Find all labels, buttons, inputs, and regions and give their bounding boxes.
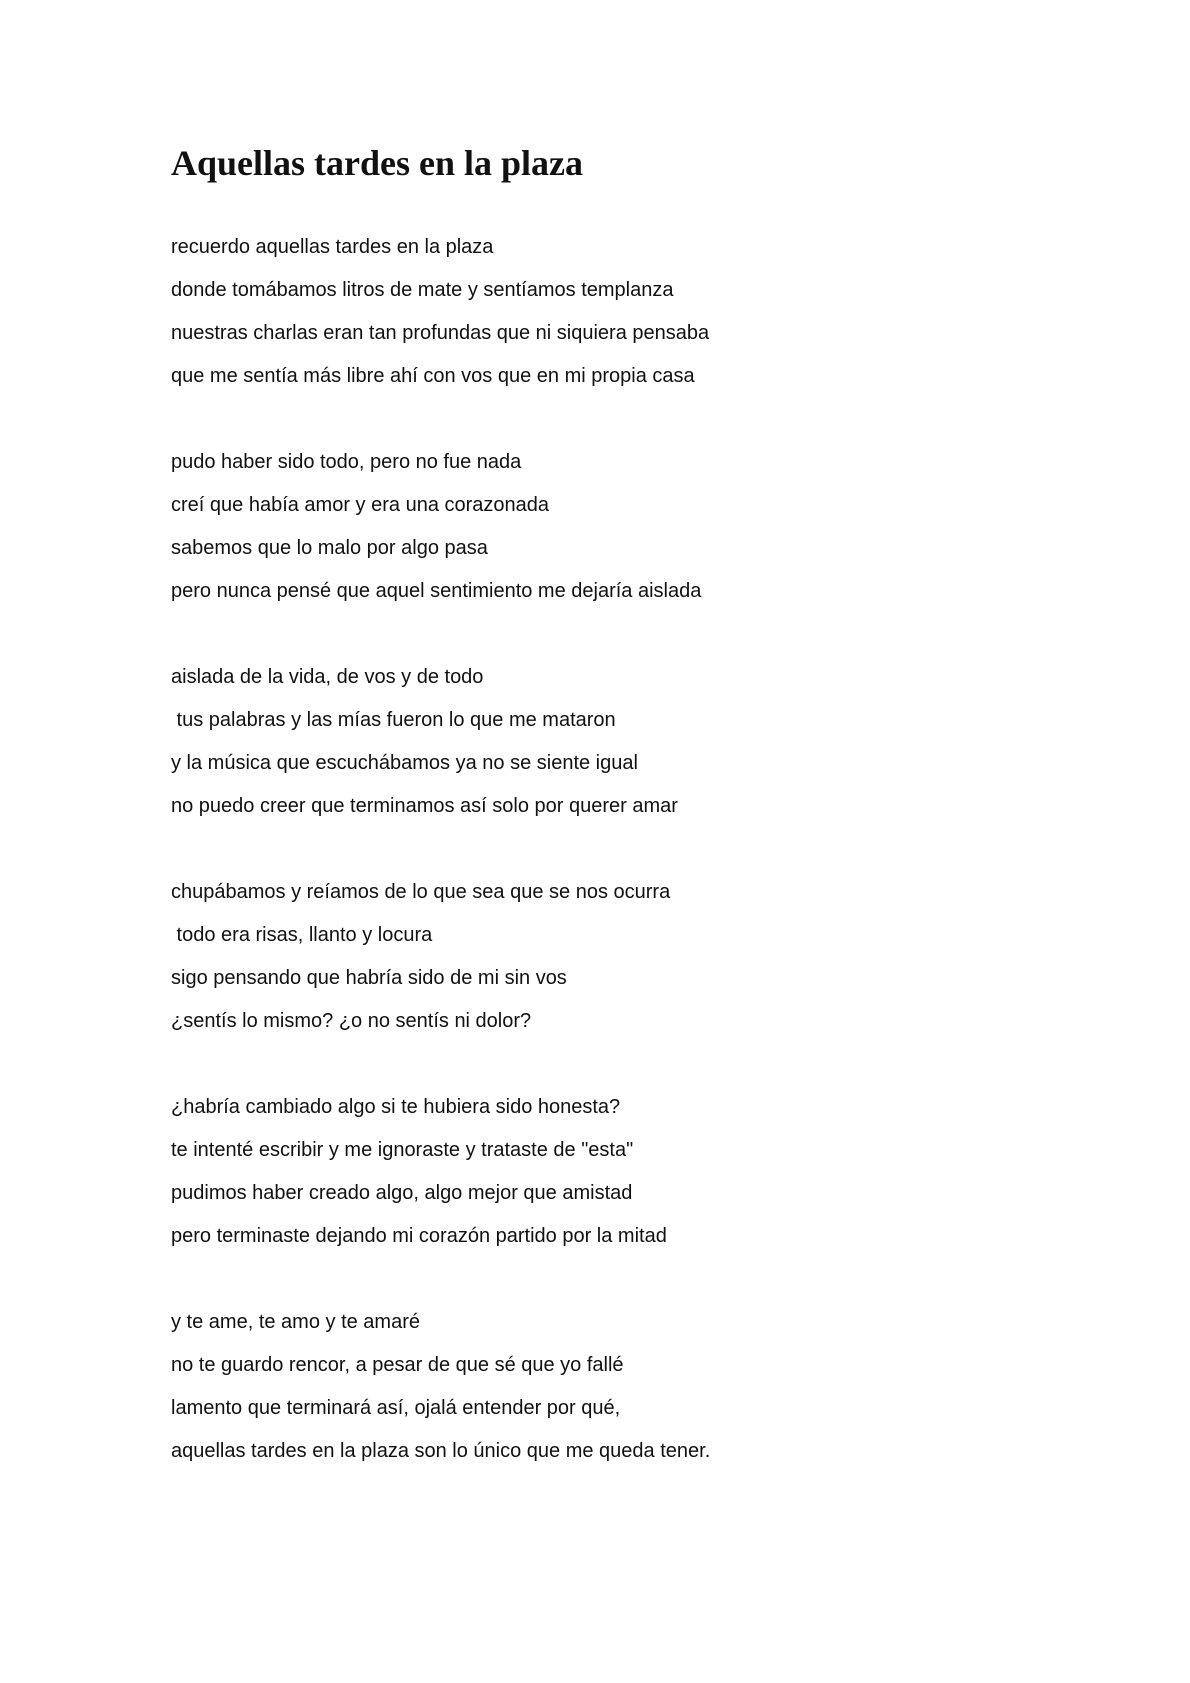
poem-line: ¿habría cambiado algo si te hubiera sido honesta? (171, 1096, 621, 1118)
stanza-1 (171, 226, 1071, 398)
poem-line: lamento que terminará así, ojalá entender por qué, (171, 1397, 621, 1419)
poem-line: y te ame, te amo y te amaré (171, 1311, 420, 1333)
poem-line: y la música que escuchábamos ya no se siente igual (171, 752, 638, 774)
poem-line: tus palabras y las mías fueron lo que me mataron (171, 709, 616, 731)
poem-line: chupábamos y reíamos de lo que sea que se nos ocurra (171, 881, 671, 903)
poem-line: pero terminaste dejando mi corazón partido por la mitad (171, 1225, 667, 1247)
poem-line: te intenté escribir y me ignoraste y trataste de "esta" (171, 1139, 634, 1161)
stanza-5 (171, 1086, 1071, 1258)
poem-line: ¿sentís lo mismo? ¿o no sentís ni dolor? (171, 1010, 532, 1032)
poem-line: recuerdo aquellas tardes en la plaza (171, 236, 494, 258)
poem-line: nuestras charlas eran tan profundas que ni siquiera pensaba (171, 322, 710, 344)
poem-line: no puedo creer que terminamos así solo por querer amar (171, 795, 678, 817)
poem-body (171, 226, 1071, 1473)
stanza-gap (171, 1258, 1071, 1301)
poem-line: aquellas tardes en la plaza son lo único que me queda tener. (171, 1440, 711, 1462)
stanza-3 (171, 656, 1071, 828)
stanza-gap (171, 1043, 1071, 1086)
poem-line: creí que había amor y era una corazonada (171, 494, 550, 516)
poem-line: que me sentía más libre ahí con vos que en mi propia casa (171, 365, 695, 387)
stanza-6 (171, 1301, 1071, 1473)
stanza-gap (171, 398, 1071, 441)
poem-line: pero nunca pensé que aquel sentimiento me dejaría aislada (171, 580, 702, 602)
poem-title: Aquellas tardes en la plaza (171, 143, 584, 183)
poem-line: no te guardo rencor, a pesar de que sé que yo fallé (171, 1354, 624, 1376)
stanza-2 (171, 441, 1071, 613)
poem-line: donde tomábamos litros de mate y sentíamos templanza (171, 279, 674, 301)
poem-line: pudo haber sido todo, pero no fue nada (171, 451, 522, 473)
poem-line: todo era risas, llanto y locura (171, 924, 433, 946)
stanza-gap (171, 828, 1071, 871)
poem-line: pudimos haber creado algo, algo mejor que amistad (171, 1182, 633, 1204)
poem-line: sabemos que lo malo por algo pasa (171, 537, 488, 559)
stanza-4 (171, 871, 1071, 1043)
poem-line: aislada de la vida, de vos y de todo (171, 666, 484, 688)
stanza-gap (171, 613, 1071, 656)
poem-line: sigo pensando que habría sido de mi sin vos (171, 967, 567, 989)
